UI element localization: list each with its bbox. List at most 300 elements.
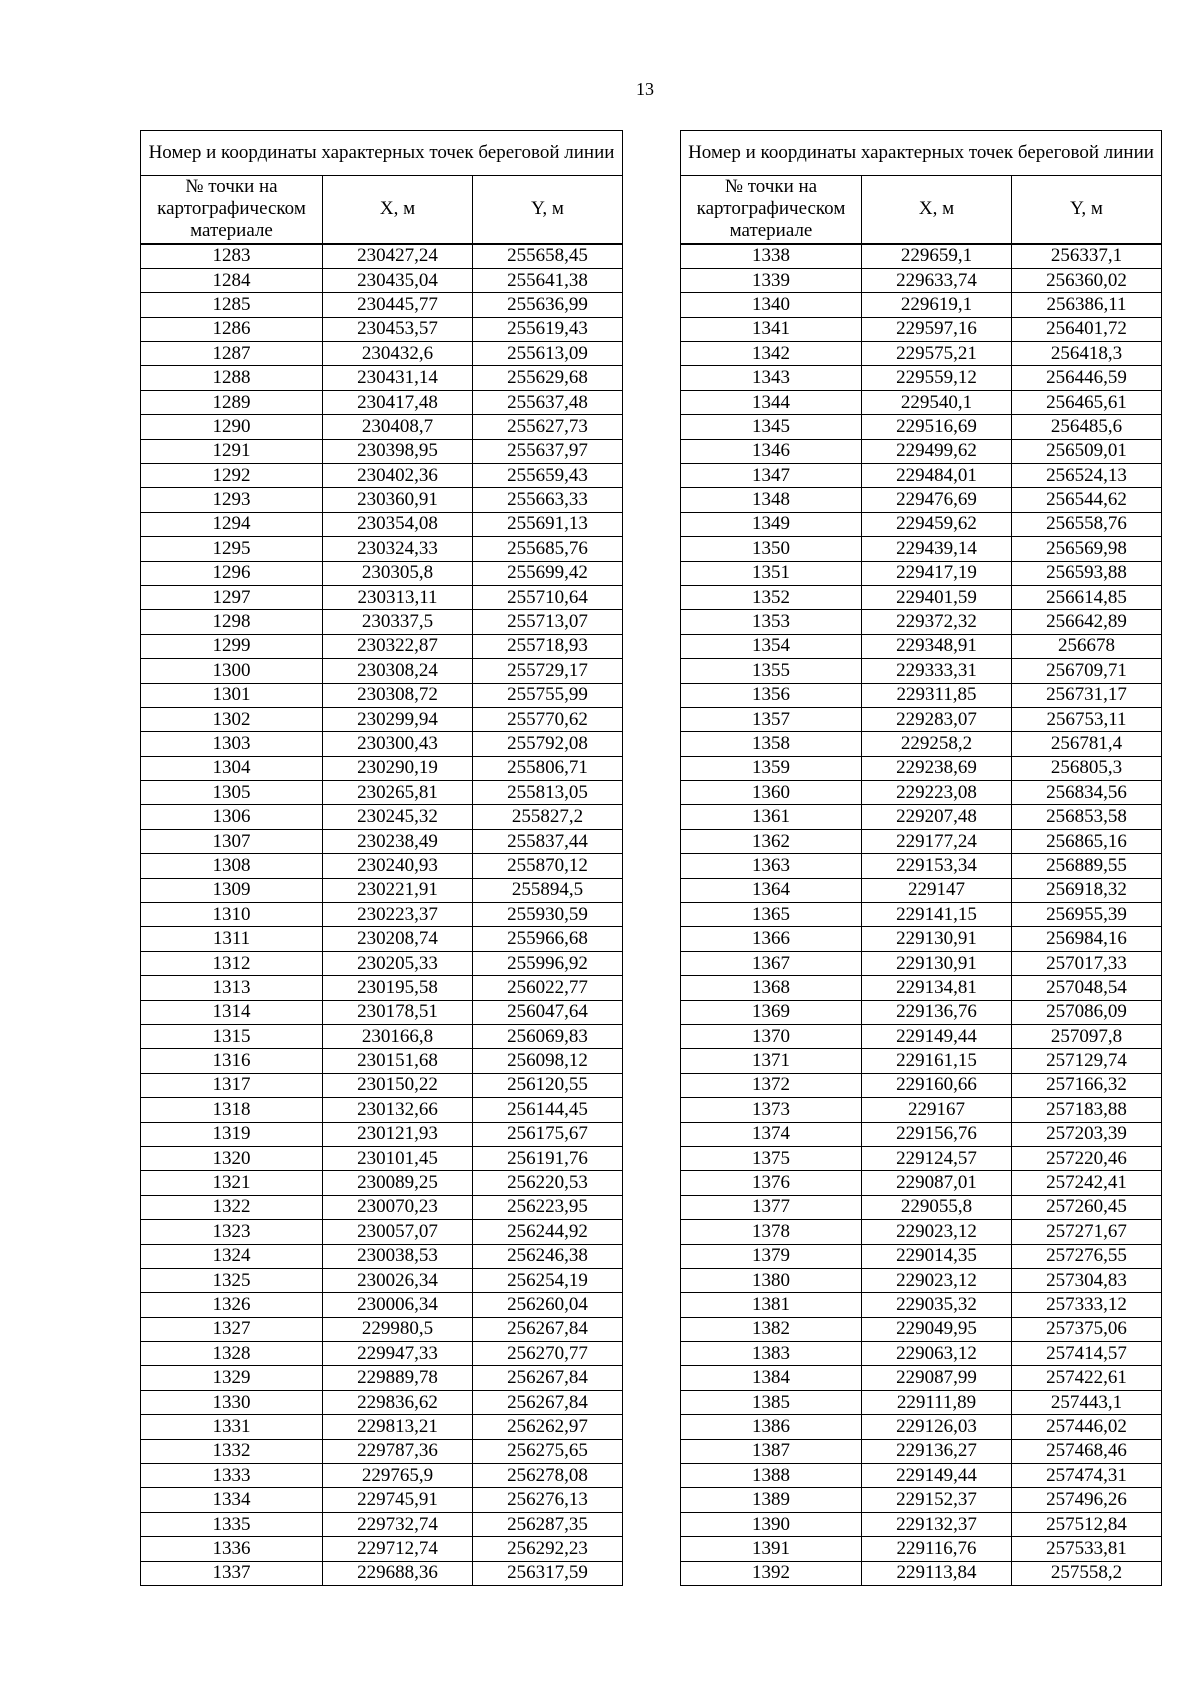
point-number-cell: 1372 — [681, 1073, 862, 1097]
point-number-cell: 1387 — [681, 1439, 862, 1463]
point-number-cell: 1312 — [141, 951, 323, 975]
table-row — [681, 488, 1162, 512]
x-coordinate-cell: 229372,32 — [862, 610, 1012, 634]
point-number-cell: 1357 — [681, 707, 862, 731]
y-coordinate-cell: 255627,73 — [473, 415, 623, 439]
point-number-cell: 1381 — [681, 1293, 862, 1317]
y-coordinate-cell: 256731,17 — [1012, 683, 1162, 707]
y-coordinate-cell: 256781,4 — [1012, 732, 1162, 756]
x-coordinate-cell: 229238,69 — [862, 756, 1012, 780]
table-row — [141, 1220, 623, 1244]
x-coordinate-cell: 229136,27 — [862, 1439, 1012, 1463]
y-coordinate-cell: 256524,13 — [1012, 464, 1162, 488]
y-coordinate-cell: 256220,53 — [473, 1171, 623, 1195]
point-number-cell: 1374 — [681, 1122, 862, 1146]
point-number-cell: 1368 — [681, 976, 862, 1000]
x-coordinate-cell: 229439,14 — [862, 537, 1012, 561]
x-coordinate-cell: 230038,53 — [323, 1244, 473, 1268]
table-row — [681, 1561, 1162, 1585]
x-coordinate-cell: 229153,34 — [862, 854, 1012, 878]
point-number-cell: 1343 — [681, 366, 862, 390]
column-header-y: Y, м — [473, 176, 623, 244]
table-row — [141, 659, 623, 683]
y-coordinate-cell: 257468,46 — [1012, 1439, 1162, 1463]
point-number-cell: 1352 — [681, 585, 862, 609]
table-row — [681, 976, 1162, 1000]
table-row — [141, 293, 623, 317]
table-row — [141, 976, 623, 1000]
point-number-cell: 1360 — [681, 781, 862, 805]
table-row — [141, 1537, 623, 1561]
table-row — [141, 683, 623, 707]
point-number-cell: 1321 — [141, 1171, 323, 1195]
y-coordinate-cell: 255699,42 — [473, 561, 623, 585]
table-row — [681, 1122, 1162, 1146]
point-number-cell: 1386 — [681, 1415, 862, 1439]
point-number-cell: 1310 — [141, 903, 323, 927]
table-row — [141, 342, 623, 366]
x-coordinate-cell: 230070,23 — [323, 1195, 473, 1219]
y-coordinate-cell: 256022,77 — [473, 976, 623, 1000]
y-coordinate-cell: 256386,11 — [1012, 293, 1162, 317]
y-coordinate-cell: 255637,48 — [473, 390, 623, 414]
table-row — [141, 756, 623, 780]
table-row — [681, 512, 1162, 536]
y-coordinate-cell: 255966,68 — [473, 927, 623, 951]
point-number-cell: 1329 — [141, 1366, 323, 1390]
point-number-cell: 1383 — [681, 1342, 862, 1366]
x-coordinate-cell: 229160,66 — [862, 1073, 1012, 1097]
x-coordinate-cell: 230238,49 — [323, 829, 473, 853]
table-row — [141, 1025, 623, 1049]
point-number-cell: 1299 — [141, 634, 323, 658]
x-coordinate-cell: 230101,45 — [323, 1146, 473, 1170]
y-coordinate-cell: 256360,02 — [1012, 268, 1162, 292]
x-coordinate-cell: 230178,51 — [323, 1000, 473, 1024]
table-row — [681, 1488, 1162, 1512]
x-coordinate-cell: 230453,57 — [323, 317, 473, 341]
y-coordinate-cell: 257446,02 — [1012, 1415, 1162, 1439]
table-row — [141, 1317, 623, 1341]
y-coordinate-cell: 256805,3 — [1012, 756, 1162, 780]
table-row — [141, 1342, 623, 1366]
x-coordinate-cell: 230195,58 — [323, 976, 473, 1000]
x-coordinate-cell: 229124,57 — [862, 1146, 1012, 1170]
x-coordinate-cell: 230313,11 — [323, 585, 473, 609]
x-coordinate-cell: 229087,99 — [862, 1366, 1012, 1390]
x-coordinate-cell: 230205,33 — [323, 951, 473, 975]
point-number-cell: 1389 — [681, 1488, 862, 1512]
point-number-cell: 1308 — [141, 854, 323, 878]
point-number-cell: 1380 — [681, 1268, 862, 1292]
y-coordinate-cell: 256270,77 — [473, 1342, 623, 1366]
column-header-point: № точки на картографическом материале — [681, 176, 862, 244]
table-row — [141, 415, 623, 439]
x-coordinate-cell: 229333,31 — [862, 659, 1012, 683]
point-number-cell: 1306 — [141, 805, 323, 829]
x-coordinate-cell: 229947,33 — [323, 1342, 473, 1366]
point-number-cell: 1338 — [681, 244, 862, 269]
x-coordinate-cell: 229126,03 — [862, 1415, 1012, 1439]
x-coordinate-cell: 229712,74 — [323, 1537, 473, 1561]
y-coordinate-cell: 257017,33 — [1012, 951, 1162, 975]
table-row — [141, 1146, 623, 1170]
table-row — [141, 1512, 623, 1536]
x-coordinate-cell: 230305,8 — [323, 561, 473, 585]
x-coordinate-cell: 230427,24 — [323, 244, 473, 269]
y-coordinate-cell: 257183,88 — [1012, 1098, 1162, 1122]
x-coordinate-cell: 229516,69 — [862, 415, 1012, 439]
y-coordinate-cell: 256465,61 — [1012, 390, 1162, 414]
table-row — [681, 878, 1162, 902]
point-number-cell: 1325 — [141, 1268, 323, 1292]
x-coordinate-cell: 229787,36 — [323, 1439, 473, 1463]
y-coordinate-cell: 255792,08 — [473, 732, 623, 756]
y-coordinate-cell: 255663,33 — [473, 488, 623, 512]
table-row — [681, 268, 1162, 292]
point-number-cell: 1363 — [681, 854, 862, 878]
y-coordinate-cell: 255619,43 — [473, 317, 623, 341]
y-coordinate-cell: 255637,97 — [473, 439, 623, 463]
table-row — [681, 1439, 1162, 1463]
point-number-cell: 1385 — [681, 1390, 862, 1414]
table-row — [681, 610, 1162, 634]
y-coordinate-cell: 256485,6 — [1012, 415, 1162, 439]
table-row — [141, 951, 623, 975]
x-coordinate-cell: 229111,89 — [862, 1390, 1012, 1414]
table-row — [141, 634, 623, 658]
y-coordinate-cell: 256418,3 — [1012, 342, 1162, 366]
y-coordinate-cell: 256955,39 — [1012, 903, 1162, 927]
point-number-cell: 1324 — [141, 1244, 323, 1268]
point-number-cell: 1375 — [681, 1146, 862, 1170]
y-coordinate-cell: 256254,19 — [473, 1268, 623, 1292]
x-coordinate-cell: 230151,68 — [323, 1049, 473, 1073]
table-row — [141, 829, 623, 853]
point-number-cell: 1316 — [141, 1049, 323, 1073]
table-row — [141, 1366, 623, 1390]
x-coordinate-cell: 229980,5 — [323, 1317, 473, 1341]
point-number-cell: 1378 — [681, 1220, 862, 1244]
y-coordinate-cell: 255685,76 — [473, 537, 623, 561]
point-number-cell: 1327 — [141, 1317, 323, 1341]
point-number-cell: 1345 — [681, 415, 862, 439]
x-coordinate-cell: 229156,76 — [862, 1122, 1012, 1146]
x-coordinate-cell: 230208,74 — [323, 927, 473, 951]
table-row — [681, 585, 1162, 609]
y-coordinate-cell: 257558,2 — [1012, 1561, 1162, 1585]
y-coordinate-cell: 257129,74 — [1012, 1049, 1162, 1073]
point-number-cell: 1373 — [681, 1098, 862, 1122]
point-number-cell: 1314 — [141, 1000, 323, 1024]
y-coordinate-cell: 256287,35 — [473, 1512, 623, 1536]
table-row — [141, 1293, 623, 1317]
point-number-cell: 1313 — [141, 976, 323, 1000]
table-row — [681, 1195, 1162, 1219]
x-coordinate-cell: 229813,21 — [323, 1415, 473, 1439]
y-coordinate-cell: 256069,83 — [473, 1025, 623, 1049]
y-coordinate-cell: 257333,12 — [1012, 1293, 1162, 1317]
x-coordinate-cell: 230435,04 — [323, 268, 473, 292]
point-number-cell: 1320 — [141, 1146, 323, 1170]
y-coordinate-cell: 256918,32 — [1012, 878, 1162, 902]
point-number-cell: 1358 — [681, 732, 862, 756]
x-coordinate-cell: 229055,8 — [862, 1195, 1012, 1219]
table-row — [681, 1293, 1162, 1317]
point-number-cell: 1307 — [141, 829, 323, 853]
table-row — [681, 1000, 1162, 1024]
x-coordinate-cell: 229223,08 — [862, 781, 1012, 805]
point-number-cell: 1292 — [141, 464, 323, 488]
table-title: Номер и координаты характерных точек береговой линии — [141, 131, 623, 176]
table-row — [681, 1073, 1162, 1097]
x-coordinate-cell: 229559,12 — [862, 366, 1012, 390]
table-row — [141, 1000, 623, 1024]
x-coordinate-cell: 229476,69 — [862, 488, 1012, 512]
x-coordinate-cell: 230354,08 — [323, 512, 473, 536]
table-row — [681, 244, 1162, 269]
x-coordinate-cell: 229136,76 — [862, 1000, 1012, 1024]
table-row — [141, 1561, 623, 1585]
table-row — [681, 1390, 1162, 1414]
y-coordinate-cell: 257474,31 — [1012, 1464, 1162, 1488]
point-number-cell: 1364 — [681, 878, 862, 902]
x-coordinate-cell: 230308,72 — [323, 683, 473, 707]
table-row — [681, 951, 1162, 975]
point-number-cell: 1295 — [141, 537, 323, 561]
x-coordinate-cell: 230408,7 — [323, 415, 473, 439]
point-number-cell: 1341 — [681, 317, 862, 341]
table-row — [681, 1025, 1162, 1049]
point-number-cell: 1284 — [141, 268, 323, 292]
y-coordinate-cell: 257276,55 — [1012, 1244, 1162, 1268]
table-row — [681, 1171, 1162, 1195]
x-coordinate-cell: 230026,34 — [323, 1268, 473, 1292]
point-number-cell: 1298 — [141, 610, 323, 634]
y-coordinate-cell: 257443,1 — [1012, 1390, 1162, 1414]
y-coordinate-cell: 256337,1 — [1012, 244, 1162, 269]
y-coordinate-cell: 256678 — [1012, 634, 1162, 658]
point-number-cell: 1305 — [141, 781, 323, 805]
y-coordinate-cell: 257086,09 — [1012, 1000, 1162, 1024]
x-coordinate-cell: 230150,22 — [323, 1073, 473, 1097]
y-coordinate-cell: 257260,45 — [1012, 1195, 1162, 1219]
table-row — [141, 805, 623, 829]
y-coordinate-cell: 257242,41 — [1012, 1171, 1162, 1195]
x-coordinate-cell: 229134,81 — [862, 976, 1012, 1000]
point-number-cell: 1296 — [141, 561, 323, 585]
y-coordinate-cell: 255827,2 — [473, 805, 623, 829]
table-row — [141, 1171, 623, 1195]
point-number-cell: 1355 — [681, 659, 862, 683]
x-coordinate-cell: 229311,85 — [862, 683, 1012, 707]
x-coordinate-cell: 230132,66 — [323, 1098, 473, 1122]
y-coordinate-cell: 255870,12 — [473, 854, 623, 878]
table-row — [681, 317, 1162, 341]
y-coordinate-cell: 256267,84 — [473, 1366, 623, 1390]
y-coordinate-cell: 255930,59 — [473, 903, 623, 927]
x-coordinate-cell: 229149,44 — [862, 1025, 1012, 1049]
x-coordinate-cell: 230290,19 — [323, 756, 473, 780]
x-coordinate-cell: 229619,1 — [862, 293, 1012, 317]
table-row — [141, 927, 623, 951]
y-coordinate-cell: 255996,92 — [473, 951, 623, 975]
table-title: Номер и координаты характерных точек береговой линии — [681, 131, 1162, 176]
x-coordinate-cell: 229023,12 — [862, 1220, 1012, 1244]
table-row — [141, 707, 623, 731]
x-coordinate-cell: 229765,9 — [323, 1464, 473, 1488]
y-coordinate-cell: 257375,06 — [1012, 1317, 1162, 1341]
y-coordinate-cell: 255755,99 — [473, 683, 623, 707]
y-coordinate-cell: 255629,68 — [473, 366, 623, 390]
point-number-cell: 1369 — [681, 1000, 862, 1024]
x-coordinate-cell: 229688,36 — [323, 1561, 473, 1585]
y-coordinate-cell: 255710,64 — [473, 585, 623, 609]
x-coordinate-cell: 229035,32 — [862, 1293, 1012, 1317]
point-number-cell: 1376 — [681, 1171, 862, 1195]
point-number-cell: 1334 — [141, 1488, 323, 1512]
table-row — [141, 1195, 623, 1219]
table-row — [141, 512, 623, 536]
table-row — [681, 659, 1162, 683]
x-coordinate-cell: 229540,1 — [862, 390, 1012, 414]
point-number-cell: 1311 — [141, 927, 323, 951]
table-row — [681, 366, 1162, 390]
y-coordinate-cell: 256642,89 — [1012, 610, 1162, 634]
x-coordinate-cell: 229745,91 — [323, 1488, 473, 1512]
y-coordinate-cell: 256276,13 — [473, 1488, 623, 1512]
table-row — [141, 439, 623, 463]
point-number-cell: 1349 — [681, 512, 862, 536]
table-row — [681, 1317, 1162, 1341]
y-coordinate-cell: 256834,56 — [1012, 781, 1162, 805]
x-coordinate-cell: 229063,12 — [862, 1342, 1012, 1366]
y-coordinate-cell: 256317,59 — [473, 1561, 623, 1585]
point-number-cell: 1291 — [141, 439, 323, 463]
x-coordinate-cell: 230337,5 — [323, 610, 473, 634]
x-coordinate-cell: 230089,25 — [323, 1171, 473, 1195]
x-coordinate-cell: 230006,34 — [323, 1293, 473, 1317]
table-row — [681, 781, 1162, 805]
point-number-cell: 1356 — [681, 683, 862, 707]
point-number-cell: 1359 — [681, 756, 862, 780]
x-coordinate-cell: 229283,07 — [862, 707, 1012, 731]
x-coordinate-cell: 230223,37 — [323, 903, 473, 927]
y-coordinate-cell: 256865,16 — [1012, 829, 1162, 853]
point-number-cell: 1304 — [141, 756, 323, 780]
x-coordinate-cell: 229659,1 — [862, 244, 1012, 269]
y-coordinate-cell: 256509,01 — [1012, 439, 1162, 463]
table-row — [141, 268, 623, 292]
table-row — [681, 732, 1162, 756]
table-row — [681, 634, 1162, 658]
point-number-cell: 1302 — [141, 707, 323, 731]
y-coordinate-cell: 256244,92 — [473, 1220, 623, 1244]
y-coordinate-cell: 256047,64 — [473, 1000, 623, 1024]
x-coordinate-cell: 229258,2 — [862, 732, 1012, 756]
x-coordinate-cell: 230360,91 — [323, 488, 473, 512]
point-number-cell: 1354 — [681, 634, 862, 658]
x-coordinate-cell: 229113,84 — [862, 1561, 1012, 1585]
point-number-cell: 1350 — [681, 537, 862, 561]
x-coordinate-cell: 229152,37 — [862, 1488, 1012, 1512]
y-coordinate-cell: 257203,39 — [1012, 1122, 1162, 1146]
x-coordinate-cell: 229147 — [862, 878, 1012, 902]
table-row — [681, 683, 1162, 707]
y-coordinate-cell: 255813,05 — [473, 781, 623, 805]
point-number-cell: 1326 — [141, 1293, 323, 1317]
y-coordinate-cell: 256278,08 — [473, 1464, 623, 1488]
table-row — [141, 390, 623, 414]
y-coordinate-cell: 256558,76 — [1012, 512, 1162, 536]
x-coordinate-cell: 229116,76 — [862, 1537, 1012, 1561]
table-row — [141, 366, 623, 390]
table-row — [141, 1439, 623, 1463]
x-coordinate-cell: 230324,33 — [323, 537, 473, 561]
table-row — [681, 464, 1162, 488]
table-row — [141, 244, 623, 269]
y-coordinate-cell: 257496,26 — [1012, 1488, 1162, 1512]
point-number-cell: 1371 — [681, 1049, 862, 1073]
table-row — [681, 1415, 1162, 1439]
point-number-cell: 1379 — [681, 1244, 862, 1268]
y-coordinate-cell: 256260,04 — [473, 1293, 623, 1317]
point-number-cell: 1294 — [141, 512, 323, 536]
y-coordinate-cell: 256544,62 — [1012, 488, 1162, 512]
x-coordinate-cell: 229484,01 — [862, 464, 1012, 488]
point-number-cell: 1322 — [141, 1195, 323, 1219]
x-coordinate-cell: 229141,15 — [862, 903, 1012, 927]
table-row — [681, 1146, 1162, 1170]
y-coordinate-cell: 255659,43 — [473, 464, 623, 488]
table-row — [681, 1366, 1162, 1390]
point-number-cell: 1342 — [681, 342, 862, 366]
point-number-cell: 1351 — [681, 561, 862, 585]
point-number-cell: 1301 — [141, 683, 323, 707]
x-coordinate-cell: 229417,19 — [862, 561, 1012, 585]
y-coordinate-cell: 256120,55 — [473, 1073, 623, 1097]
x-coordinate-cell: 229130,91 — [862, 927, 1012, 951]
column-header-y: Y, м — [1012, 176, 1162, 244]
point-number-cell: 1388 — [681, 1464, 862, 1488]
x-coordinate-cell: 229889,78 — [323, 1366, 473, 1390]
x-coordinate-cell: 229633,74 — [862, 268, 1012, 292]
x-coordinate-cell: 230121,93 — [323, 1122, 473, 1146]
point-number-cell: 1285 — [141, 293, 323, 317]
table-row — [141, 1049, 623, 1073]
table-row — [681, 1244, 1162, 1268]
x-coordinate-cell: 229087,01 — [862, 1171, 1012, 1195]
point-number-cell: 1336 — [141, 1537, 323, 1561]
y-coordinate-cell: 255806,71 — [473, 756, 623, 780]
table-row — [681, 342, 1162, 366]
x-coordinate-cell: 229132,37 — [862, 1512, 1012, 1536]
y-coordinate-cell: 257166,32 — [1012, 1073, 1162, 1097]
y-coordinate-cell: 256753,11 — [1012, 707, 1162, 731]
y-coordinate-cell: 256569,98 — [1012, 537, 1162, 561]
point-number-cell: 1317 — [141, 1073, 323, 1097]
point-number-cell: 1392 — [681, 1561, 862, 1585]
x-coordinate-cell: 229499,62 — [862, 439, 1012, 463]
point-number-cell: 1300 — [141, 659, 323, 683]
table-row — [681, 1342, 1162, 1366]
table-row — [681, 390, 1162, 414]
y-coordinate-cell: 255894,5 — [473, 878, 623, 902]
y-coordinate-cell: 255691,13 — [473, 512, 623, 536]
y-coordinate-cell: 256262,97 — [473, 1415, 623, 1439]
table-row — [681, 293, 1162, 317]
table-row — [681, 805, 1162, 829]
